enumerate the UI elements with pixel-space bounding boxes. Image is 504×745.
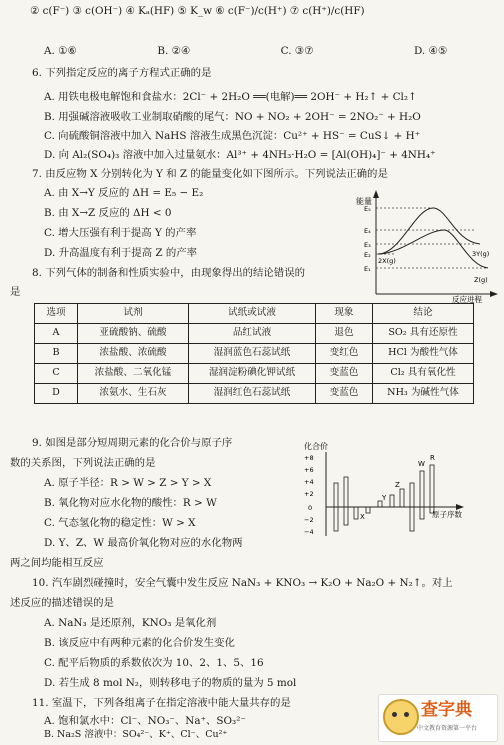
q6-option-d: D. 向 Al₂(SO₄)₃ 溶液中加入过量氨水：Al³⁺ + 4NH₃·H₂O = [Al(OH)₄]⁻ + 4NH₄⁺ — [44, 149, 436, 161]
tick: +8 — [304, 454, 314, 462]
tick: −2 — [304, 516, 314, 524]
q6-stem: 6. 下列指定反应的离子方程式正确的是 — [32, 67, 212, 79]
level-e4: E₄ — [364, 227, 371, 235]
label-z: Z(g) — [474, 276, 488, 284]
logo-subtitle: 中文教育资源第一平台 — [417, 725, 478, 732]
q11-stem: 11. 室温下，下列各组离子在指定溶液中能大量共存的是 — [32, 697, 291, 709]
cell: HCl 为酸性气体 — [373, 344, 474, 364]
level-e1: E₁ — [364, 265, 371, 273]
q9-stem: 9. 如图是部分短周期元素的化合价与原子序 — [32, 437, 233, 449]
q8-stem-cont: 是 — [10, 286, 21, 298]
cell: 品红试液 — [189, 324, 316, 344]
q6-option-a: A. 用铁电极电解饱和食盐水：2Cl⁻ + 2H₂O ══(电解)══ 2OH⁻ + H₂↑ + Cl₂↑ — [44, 91, 417, 103]
q7-option-a: A. 由 X→Y 反应的 ΔH = E₅ − E₂ — [44, 187, 204, 199]
table-header-row — [35, 304, 474, 324]
cell: B — [35, 344, 78, 364]
cell: 退色 — [316, 324, 373, 344]
element-y: Y — [382, 494, 387, 502]
cell: SO₂ 具有还原性 — [373, 324, 474, 344]
q8-table — [34, 303, 474, 404]
tick: −4 — [304, 528, 314, 536]
tick: +6 — [304, 466, 314, 474]
table-row — [35, 384, 474, 404]
cell: D — [35, 384, 78, 404]
q10-option-d: D. 若生成 8 mol N₂，则转移电子的物质的量为 5 mol — [44, 677, 297, 689]
q9-option-d: D. Y、Z、W 最高价氧化物对应的水化物两 — [44, 537, 243, 549]
element-x: X — [360, 513, 365, 521]
q9-option-a: A. 原子半径：R > W > Z > Y > X — [44, 477, 212, 489]
progress-axis-label: 反应进程 — [452, 295, 482, 304]
chazidian-logo — [378, 694, 498, 742]
tick: 0 — [308, 504, 313, 512]
curve-x-to-y — [378, 208, 480, 254]
tick: +2 — [304, 490, 314, 498]
q7-option-c: C. 增大压强有利于提高 Y 的产率 — [44, 227, 197, 239]
q6-option-c: C. 向硫酸铜溶液中加入 NaHS 溶液生成黑色沉淀：Cu²⁺ + HS⁻ = CuS↓ + H⁺ — [44, 130, 421, 142]
table-row — [35, 364, 474, 384]
table-row — [35, 324, 474, 344]
q10-stem: 10. 汽车剧烈碰撞时，安全气囊中发生反应 NaN₃ + KNO₃ → K₂O + Na₂O + N₂↑。对上 — [32, 577, 453, 589]
atomic-number-label: 原子序数 — [432, 510, 462, 519]
cell: 变红色 — [316, 344, 373, 364]
cell: 湿润红色石蕊试纸 — [189, 384, 316, 404]
q9-option-d-cont: 两之间均能相互反应 — [10, 557, 104, 569]
q7-option-d: D. 升高温度有利于提高 Z 的产率 — [44, 247, 198, 259]
cell: 变蓝色 — [316, 364, 373, 384]
q9-option-c: C. 气态氢化物的稳定性：W > X — [44, 517, 196, 529]
level-e2: E₂ — [364, 251, 371, 259]
q9-stem-cont: 数的关系图，下列说法正确的是 — [10, 457, 156, 469]
q10-option-c: C. 配平后物质的系数依次为 10、2、1、5、16 — [44, 657, 264, 669]
element-w: W — [418, 460, 425, 468]
valence-chart — [300, 440, 496, 540]
q8-stem: 8. 下列气体的制备和性质实验中，由现象得出的结论错误的 — [32, 267, 305, 279]
label-3y: 3Y(g) — [472, 250, 490, 258]
cell: 湿润淀粉碘化钾试纸 — [189, 364, 316, 384]
option-c: C. ③⑦ — [280, 45, 314, 57]
cell: 浓盐酸、浓硫酸 — [78, 344, 189, 364]
cell: Cl₂ 具有氧化性 — [373, 364, 474, 384]
tick: +4 — [304, 478, 314, 486]
col-paper: 试纸或试液 — [189, 304, 316, 324]
level-e5: E₅ — [364, 205, 371, 213]
q7-option-b: B. 由 X→Z 反应的 ΔH < 0 — [44, 207, 172, 219]
col-option: 选项 — [35, 304, 78, 324]
label-2x: 2X(g) — [378, 257, 396, 265]
q10-option-b: B. 该反应中有两种元素的化合价发生变化 — [44, 637, 235, 649]
q7-stem: 7. 由反应物 X 分别转化为 Y 和 Z 的能量变化如下图所示。下列说法正确的是 — [32, 168, 388, 180]
q10-stem-cont: 述反应的描述错误的是 — [10, 597, 114, 609]
q11-option-b: B. Na₂S 溶液中：SO₄²⁻、K⁺、Cl⁻、Cu²⁺ — [44, 729, 228, 740]
option-a: A. ①⑥ — [44, 45, 77, 57]
q11-option-a: A. 饱和氯水中：Cl⁻、NO₃⁻、Na⁺、SO₃²⁻ — [44, 715, 246, 727]
cell: 浓氨水、生石灰 — [78, 384, 189, 404]
energy-axis-label: 能量 — [356, 197, 372, 206]
cell: 浓盐酸、二氧化锰 — [78, 364, 189, 384]
element-r: R — [430, 454, 435, 462]
top-line: ② c(F⁻) ③ c(OH⁻) ④ Kₐ(HF) ⑤ K_w ⑥ c(F⁻)/c(H⁺) ⑦ c(H⁺)/c(HF) — [30, 5, 365, 17]
q10-option-a: A. NaN₃ 是还原剂，KNO₃ 是氧化剂 — [44, 617, 217, 629]
valence-axis-label: 化合价 — [304, 442, 328, 451]
cell: 变蓝色 — [316, 384, 373, 404]
logo-face-icon — [383, 699, 419, 735]
col-phenomenon: 现象 — [316, 304, 373, 324]
logo-name: 查字典 — [421, 700, 472, 720]
energy-diagram — [356, 186, 500, 304]
col-conclusion: 结论 — [373, 304, 474, 324]
col-reagent: 试剂 — [78, 304, 189, 324]
top-options — [44, 44, 447, 58]
level-e3: E₃ — [364, 241, 371, 249]
q6-option-b: B. 用强碱溶液吸收工业制取硝酸的尾气：NO + NO₂ + 2OH⁻ = 2NO₂⁻ + H₂O — [44, 111, 421, 123]
cell: C — [35, 364, 78, 384]
cell: 湿润蓝色石蕊试纸 — [189, 344, 316, 364]
option-b: B. ②④ — [157, 45, 191, 57]
option-d: D. ④⑤ — [413, 45, 448, 57]
q9-option-b: B. 氧化物对应水化物的酸性：R > W — [44, 497, 217, 509]
cell: 亚硫酸钠、硫酸 — [78, 324, 189, 344]
cell: A — [35, 324, 78, 344]
cell: NH₃ 为碱性气体 — [373, 384, 474, 404]
table-row — [35, 344, 474, 364]
element-z: Z — [395, 481, 400, 489]
